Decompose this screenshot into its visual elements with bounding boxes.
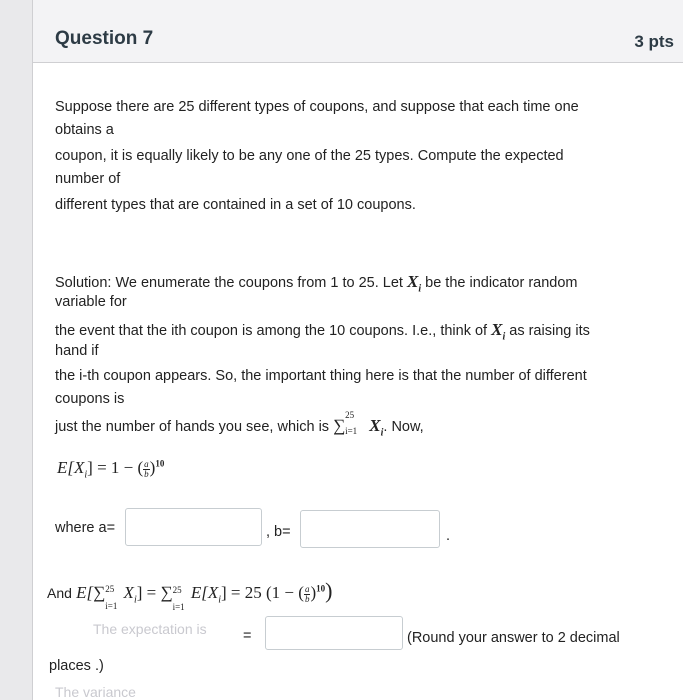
- question-card: [32, 0, 683, 700]
- solution-line-3: the event that the ith coupon is among the 10 coupons. I.e., think of $X_i$ as raising its: [55, 320, 590, 343]
- fraction-a-over-b: $\frac{a}{b}$: [144, 458, 149, 479]
- expectation-formula: $E[X_i] = 1$ − ( $\frac{a}{b}$ )$^{10}$: [57, 458, 165, 481]
- question-header: [33, 0, 683, 63]
- b-input[interactable]: [300, 510, 440, 548]
- a-input[interactable]: [125, 508, 262, 546]
- equals-sign: =: [243, 628, 252, 644]
- problem-line-2: obtains a: [55, 122, 114, 138]
- round-note-2: places .): [49, 658, 104, 674]
- var-xi: $X_i$: [406, 272, 422, 295]
- problem-line-5: different types that are contained in a set of 10 coupons.: [55, 197, 416, 213]
- faded-text-2: The variance: [55, 684, 136, 700]
- question-title: Question 7: [55, 28, 154, 49]
- var-xi: $X_i$: [369, 416, 384, 439]
- var-xi: $X_i$: [491, 320, 506, 343]
- problem-line-4: number of: [55, 171, 121, 187]
- b-label: , b=: [266, 524, 291, 540]
- sum-symbol: ∑ 25 i=1: [333, 410, 358, 436]
- answer-input[interactable]: [265, 616, 403, 650]
- solution-line-4: hand if: [55, 343, 99, 359]
- problem-line-3: coupon, it is equally likely to be any one of the 25 types. Compute the expected: [55, 148, 564, 164]
- solution-line-5: the i-th coupon appears. So, the important thing here is that the number of different: [55, 368, 587, 384]
- faded-text-1: The expectation is: [93, 621, 207, 637]
- solution-line-2: variable for: [55, 294, 127, 310]
- period: .: [446, 528, 451, 544]
- solution-line-6: coupons is: [55, 391, 125, 407]
- problem-line-1: Suppose there are 25 different types of coupons, and suppose that each time one: [55, 99, 579, 115]
- round-note: (Round your answer to 2 decimal: [407, 630, 620, 646]
- fraction-a-over-b: $\frac{a}{b}$: [304, 583, 310, 604]
- question-points: 3 pts: [634, 32, 674, 51]
- solution-line-1: Solution: We enumerate the coupons from 1 to 25. Let $X_i$ be the indicator random: [55, 272, 578, 295]
- a-label: where a=: [55, 520, 116, 536]
- sum-expectation-formula: And E[∑ 25 i=1 $X_i$] = ∑ 25 i=1 $E[X_i] = 25$ (1 − ( $\frac{a}{b}$ )$^{10}$): [47, 578, 333, 612]
- solution-line-7: just the number of hands you see, which is ∑ 25 i=1 $X_i$. Now,: [55, 410, 424, 439]
